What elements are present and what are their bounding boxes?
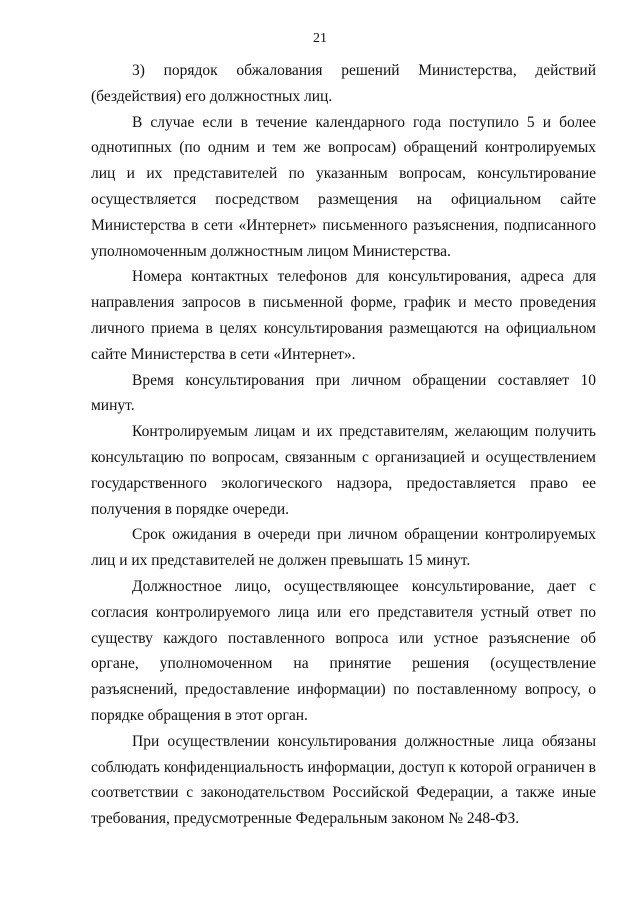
paragraph-oral-answer: Должностное лицо, осуществляющее консультирование, дает с согласия контролируемого лица или его представителя устный ответ по существу каждого поставленного вопроса или устное разъяснение об органе, уполномоченном на принятие решения (осуществление разъяснений, предоставление информации) по поставленному вопросу, о порядке обращения в этот орган. (91, 577, 596, 724)
paragraph-queue-right: Контролируемым лицам и их представителям, желающим получить консультацию по вопросам, связанным с организацией и осуществлением государственного экологического надзора, предоставляется право ее получения в порядке очереди. (91, 423, 596, 518)
paragraph-appeal-procedure: 3) порядок обжалования решений Министерства, действий (бездействия) его должностных лиц. (91, 62, 596, 105)
page-number: 21 (313, 31, 327, 46)
paragraph-contact-info: Номера контактных телефонов для консультирования, адреса для направления запросов в письменной форме, график и место проведения личного приема в целях консультирования размещаются на официальном сайте Министерства в сети «Интернет». (91, 268, 596, 363)
paragraph-waiting-time: Срок ожидания в очереди при личном обращении контролируемых лиц и их представителей не должен превышать 15 минут. (91, 526, 596, 570)
paragraph-consultation-time: Время консультирования при личном обращении составляет 10 минут. (91, 371, 596, 415)
paragraph-confidentiality: При осуществлении консультирования должностные лица обязаны соблюдать конфиденциальность информации, доступ к которой ограничен в соответствии с законодательством Российской Федерации, а также иные требования, предусмотренные Федеральным законом № 248-ФЗ. (91, 732, 596, 828)
paragraph-written-explanation: В случае если в течение календарного года поступило 5 и более однотипных (по одним и тем же вопросам) обращений контролируемых лиц и их представителей по указанным вопросам, консультирование осуществляется посредством размещения на официальном сайте Министерства в сети «Интернет» письменного разъяснения, подписанного уполномоченным должностным лицом Министерства. (91, 113, 596, 260)
document-body (91, 58, 596, 832)
